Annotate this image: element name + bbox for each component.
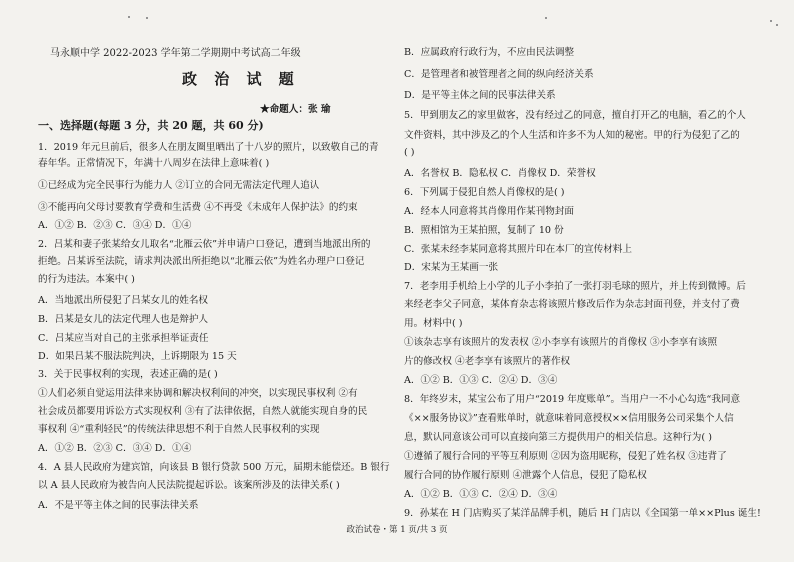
- left-text-line: 事权利 ④“重利轻民”的传统法律思想不利于自然人民事权利的实现: [38, 424, 320, 435]
- right-text-line: B．应属政府行政行为，不应由民法调整: [404, 47, 575, 58]
- left-text-line: 4．A 县人民政府为建宾馆，向该县 B 银行贷款 500 万元，届期未能偿还。B 银行: [38, 462, 390, 473]
- left-text-line: 以 A 县人民政府为被告向人民法院提起诉讼。该案所涉及的法律关系( ): [38, 480, 340, 491]
- left-text-line: ★命题人：张 瑜: [260, 104, 331, 115]
- right-text-line: 文件资料，其中涉及乙的个人生活和许多不为人知的秘密。甲的行为侵犯了乙的: [404, 130, 740, 141]
- left-text-line: 社会成员都要用诉讼方式实现权利 ③有了法律依据，自然人就能实现自身的民: [38, 406, 368, 417]
- left-text-line: 2．吕某和妻子张某给女儿取名“北雁云依”并申请户口登记，遭到当地派出所的: [38, 239, 371, 250]
- right-text-line: 用。材料中( ): [404, 318, 463, 329]
- right-text-line: 6．下列属于侵犯自然人肖像权的是( ): [404, 187, 565, 198]
- left-text-line: 春年华。正常情况下，年满十八周岁在法律上意味着( ): [38, 158, 270, 169]
- left-text-line: ③不能再向父母讨要教育学费和生活费 ④不再受《未成年人保护法》的约束: [38, 202, 358, 213]
- left-text-line: ①人们必须自觉运用法律来协调和解决权利间的冲突，以实现民事权利 ②有: [38, 388, 358, 399]
- left-text-line: 3．关于民事权利的实现，表述正确的是( ): [38, 369, 218, 380]
- right-text-line: 5．甲到朋友乙的家里做客，没有经过乙的同意，擅自打开乙的电脑，看乙的个人: [404, 110, 746, 121]
- right-text-line: ①遵循了履行合同的平等互利原则 ②因为盗用昵称，侵犯了姓名权 ③违背了: [404, 451, 727, 462]
- right-text-line: 《××服务协议》”查看账单时，就意味着同意授权××信用服务公司采集个人信: [404, 413, 734, 424]
- right-text-line: ( ): [404, 147, 415, 158]
- left-text-line: A．①② B．②③ C．③④ D．①④: [38, 220, 192, 231]
- left-text-line: ①已经成为完全民事行为能力人 ②订立的合同无需法定代理人追认: [38, 180, 320, 191]
- left-text-line: 1．2019 年元旦前后，很多人在朋友圈里晒出了十八岁的照片，以致敬自己的青: [38, 142, 379, 153]
- right-text-line: D．宋某为王某画一张: [404, 262, 499, 273]
- right-text-line: 息，默认同意该公司可以直接向第三方提供用户的相关信息。这种行为( ): [404, 432, 712, 443]
- left-text-line: B．吕某是女儿的法定代理人也是辩护人: [38, 314, 209, 325]
- right-text-line: C．张某未经李某同意将其照片印在本厂的宣传材料上: [404, 244, 632, 255]
- left-text-line: 的行为违法。本案中( ): [38, 274, 135, 285]
- right-text-line: A．①② B．①③ C．②④ D．③④: [404, 489, 558, 500]
- right-text-line: ①该杂志享有该照片的发表权 ②小李享有该照片的肖像权 ③小李享有该照: [404, 337, 718, 348]
- right-text-line: D．是平等主体之间的民事法律关系: [404, 90, 556, 101]
- left-text-line: C．吕某应当对自己的主张承担举证责任: [38, 333, 209, 344]
- right-text-line: A．①② B．①③ C．②④ D．③④: [404, 375, 558, 386]
- left-text-line: A．不是平等主体之间的民事法律关系: [38, 500, 199, 511]
- right-text-line: 片的修改权 ④老李享有该照片的著作权: [404, 356, 571, 367]
- left-text-line: 一、选择题(每题 3 分，共 20 题，共 60 分): [38, 119, 264, 132]
- right-text-line: 来经老李父子同意，某体育杂志将该照片修改后作为杂志封面刊登，并支付了费: [404, 299, 740, 310]
- left-text-line: A．①② B．②③ C．③④ D．①④: [38, 443, 192, 454]
- right-text-line: A．经本人同意将其肖像用作某刊物封面: [404, 206, 575, 217]
- right-text-line: 7．老李用手机给上小学的儿子小李拍了一张打羽毛球的照片，并上传到微博。后: [404, 281, 746, 292]
- left-text-line: 马永顺中学 2022-2023 学年第二学期期中考试高二年级: [50, 48, 301, 59]
- left-text-line: 政 治 试 题: [182, 70, 300, 88]
- right-text-line: C．是管理者和被管理者之间的纵向经济关系: [404, 69, 594, 80]
- page-footer: 政治试卷・第 1 页/共 3 页: [346, 525, 448, 535]
- right-text-line: 8．年终岁末，某宝公布了用户“2019 年度账单”。当用户一不小心勾选“我同意: [404, 394, 741, 405]
- right-text-line: A．名誉权 B．隐私权 C．肖像权 D．荣誉权: [404, 168, 596, 179]
- left-text-line: 拒绝。吕某诉至法院，请求判决派出所拒绝以“北雁云依”为姓名办理户口登记: [38, 256, 365, 267]
- right-text-line: 履行合同的协作履行原则 ④泄露个人信息，侵犯了隐私权: [404, 470, 647, 481]
- left-text-line: D．如果吕某不服法院判决，上诉期限为 15 天: [38, 351, 237, 362]
- right-text-line: B．照相馆为王某拍照，复制了 10 份: [404, 225, 564, 236]
- left-text-line: A．当地派出所侵犯了吕某女儿的姓名权: [38, 295, 209, 306]
- right-text-line: 9．孙某在 H 门店购买了某洋品牌手机，随后 H 门店以《全国第一单××Plus 诞生!: [404, 508, 761, 519]
